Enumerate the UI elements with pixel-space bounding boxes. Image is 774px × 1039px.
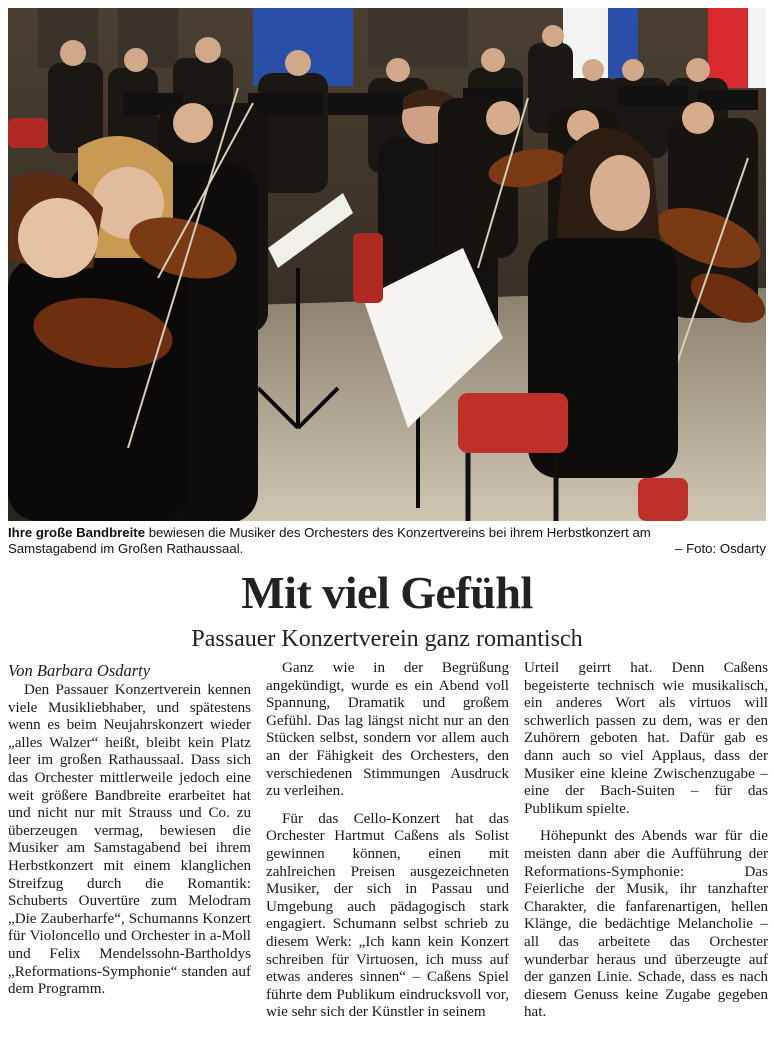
caption-line2: Samstagabend im Großen Rathaussaal. <box>8 541 244 556</box>
paragraph: Höhepunkt des Abends war für die meisten dann aber die Aufführung der Reformations-Symphonie: Das Feierliche der Musik, ihr tanzhafter Charakter, die fanfarenartigen, hellen Klänge, die bedächtige Melancholie – all das arbeitete das Orchester wunderbar heraus und überzeugte auf der ganzen Linie. Schade, dass es nach diesem Genuss keine Zugabe gegeben hat. <box>524 828 768 1021</box>
paragraph: Urteil geirrt hat. Denn Caßens begeisterte technisch wie musikalisch, ein anderes Wort als virtuos will schwerlich passen zu dem, was er den Zuhörern geboten hat. Dafür gab es dann auch so viel Applaus, dass der Musiker eine kleine Zwischenzugabe – eine der Bach-Suiten – für das Publikum spielte. <box>524 660 768 817</box>
article-column-3 <box>524 660 768 1022</box>
headline: Mit viel Gefühl <box>241 567 533 618</box>
article-column-1 <box>8 660 251 999</box>
caption-bold: Ihre große Bandbreite <box>8 525 146 540</box>
subheadline: Passauer Konzertverein ganz romantisch <box>191 626 583 652</box>
photo-caption <box>8 525 766 557</box>
byline: Von Barbara Osdarty <box>8 661 151 680</box>
paragraph: Für das Cello-Konzert hat das Orchester Hartmut Caßens als Solist gewinnen können, einen mit zahlreichen Preisen ausgezeichneten Musiker, der sich in Passau und Umgebung auch pädagogisch stark engagiert. Schumann selbst schrieb zu diesem Werk: „Ich kann kein Konzert schreiben für Virtuosen, ich muss auf etwas anderes sinnen“ – Caßens Spiel führte dem Publikum eindrucksvoll vor, wie sehr sich der Künstler in seinem <box>266 810 509 1021</box>
caption-text: bewiesen die Musiker des Orchesters des Konzertvereins bei ihrem Herbstkonzert am <box>145 525 651 540</box>
article-column-2 <box>266 660 509 1022</box>
paragraph: Den Passauer Konzertverein kennen viele Musikliebhaber, und spätestens wenn es beim Neujahrskonzert wieder „alles Walzer“ heißt, bleibt kein Platz leer im großen Rathaussaal. Dass sich das Orchester mittlerweile jedoch eine weit größere Bandbreite erarbeitet hat und nicht nur mit Strauss und Co. zu überzeugen vermag, bewiesen die Musiker am Samstagabend bei ihrem Herbstkonzert mit einem klanglichen Streifzug durch die Romantik: Schuberts Ouvertüre zum Melodram „Die Zauberharfe“, Schumanns Konzert für Violoncello und Orchester in a-Moll und Felix Mendelssohn-Bartholdys „Reformations-Symphonie“ standen auf dem Programm. <box>8 682 251 998</box>
orchestra-photo <box>8 8 766 521</box>
orchestra-photo-graphic <box>8 8 766 521</box>
paragraph: Ganz wie in der Begrüßung angekündigt, wurde es ein Abend voll Spannung, Dramatik und großem Gefühl. Das lag längst nicht nur an den Stücken selbst, sondern vor allem auch an der Fähigkeit des Orchesters, den verschiedenen Stimmungen Ausdruck zu verleihen. <box>266 660 509 800</box>
photo-credit: – Foto: Osdarty <box>675 541 766 556</box>
